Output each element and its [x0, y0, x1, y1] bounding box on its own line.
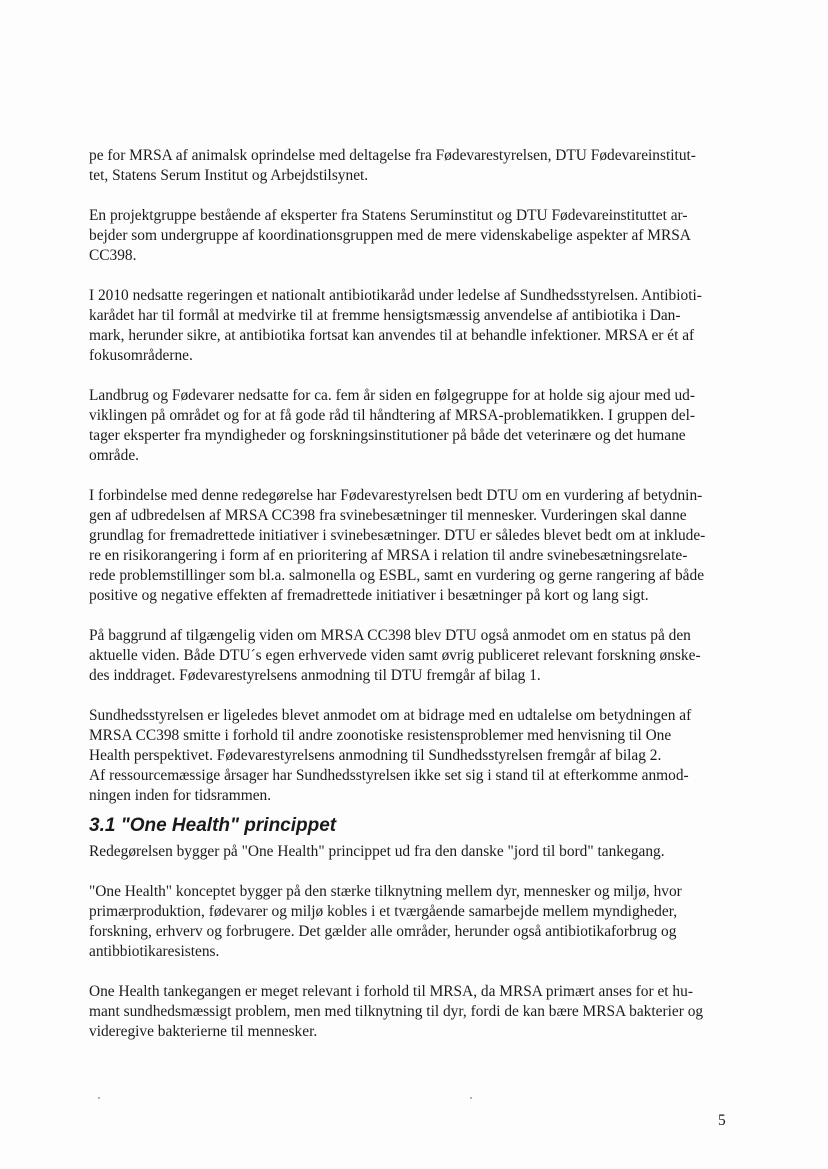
- text-line: bejder som undergruppe af koordinationsgruppen med de mere videnskabelige aspekter af MRSA: [89, 227, 691, 244]
- scan-speck: [98, 1097, 100, 1099]
- text-line: re en risikorangering i form af en prioritering af MRSA i relation til andre svinebesætningsrelate-: [89, 547, 688, 564]
- text-line: mant sundhedsmæssigt problem, men med tilknytning til dyr, fordi de kan bære MRSA bakterier og: [89, 1003, 704, 1020]
- scan-speck: [470, 1097, 472, 1099]
- text-line: CC398.: [89, 247, 137, 264]
- text-line: tet, Statens Serum Institut og Arbejdstilsynet.: [89, 167, 369, 184]
- text-line: Redegørelsen bygger på "One Health" princippet ud fra den danske "jord til bord" tankegang.: [89, 843, 665, 860]
- text-line: karådet har til formål at medvirke til at fremme hensigtsmæssig anvendelse af antibiotika i Dan-: [89, 307, 681, 324]
- text-line: grundlag for fremadrettede initiativer i svinebesætninger. DTU er således blevet bedt om at inklude-: [89, 527, 706, 544]
- text-line: antibbiotikaresistens.: [89, 943, 220, 960]
- text-line: I forbindelse med denne redegørelse har Fødevarestyrelsen bedt DTU om en vurdering af betydnin-: [89, 487, 703, 504]
- text-line: En projektgruppe bestående af eksperter fra Statens Seruminstitut og DTU Fødevareinstituttet ar-: [89, 207, 688, 224]
- text-line: tager eksperter fra myndigheder og forskningsinstitutioner på både det veterinære og det humane: [89, 427, 686, 444]
- section-paragraph-3: [89, 982, 741, 1042]
- text-line: Sundhedsstyrelsen er ligeledes blevet anmodet om at bidrage med en udtalelse om betydningen af: [89, 707, 692, 724]
- text-line: videregive bakterierne til mennesker.: [89, 1023, 318, 1040]
- text-line: I 2010 nedsatte regeringen et nationalt antibiotikaråd under ledelse af Sundhedsstyrelsen. Antibioti-: [89, 287, 702, 304]
- text-line: område.: [89, 447, 139, 464]
- document-body: [89, 146, 741, 1062]
- text-line: One Health tankegangen er meget relevant i forhold til MRSA, da MRSA primært anses for et hu-: [89, 983, 693, 1000]
- text-line: "One Health" konceptet bygger på den stærke tilknytning mellem dyr, mennesker og miljø, hvor: [89, 883, 682, 900]
- text-line: gen af udbredelsen af MRSA CC398 fra svinebesætninger til mennesker. Vurderingen skal danne: [89, 507, 687, 524]
- text-line: aktuelle viden. Både DTU´s egen erhvervede viden samt øvrig publiceret relevant forskning ønske-: [89, 647, 701, 664]
- paragraph-7: [89, 706, 741, 806]
- text-line: ningen inden for tidsrammen.: [89, 787, 272, 804]
- text-line: Landbrug og Fødevarer nedsatte for ca. fem år siden en følgegruppe for at holde sig ajour med ud-: [89, 387, 696, 404]
- text-line: MRSA CC398 smitte i forhold til andre zoonotiske resistensproblemer med henvisning til One: [89, 727, 672, 744]
- paragraph-3: [89, 286, 741, 366]
- text-line: pe for MRSA af animalsk oprindelse med deltagelse fra Fødevarestyrelsen, DTU Fødevareinstitut-: [89, 147, 696, 164]
- paragraph-6: [89, 626, 741, 686]
- text-line: mark, herunder sikre, at antibiotika fortsat kan anvendes til at behandle infektioner. MRSA er ét af: [89, 327, 695, 344]
- paragraph-5: [89, 486, 741, 606]
- section-heading: 3.1 "One Health" princippet: [89, 815, 337, 836]
- text-line: positive og negative effekten af fremadrettede initiativer i besætninger på kort og lang sigt.: [89, 587, 649, 604]
- text-line: Af ressourcemæssige årsager har Sundhedsstyrelsen ikke set sig i stand til at efterkomme anmod-: [89, 767, 689, 784]
- paragraph-1: [89, 146, 741, 186]
- paragraph-4: [89, 386, 741, 466]
- section-paragraph-2: [89, 882, 741, 962]
- text-line: rede problemstillinger som bl.a. salmonella og ESBL, samt en vurdering og gerne rangering af både: [89, 567, 705, 584]
- text-line: På baggrund af tilgængelig viden om MRSA CC398 blev DTU også anmodet om en status på den: [89, 627, 691, 644]
- paragraph-2: [89, 206, 741, 266]
- section-paragraph-1: [89, 842, 741, 862]
- text-line: des inddraget. Fødevarestyrelsens anmodning til DTU fremgår af bilag 1.: [89, 667, 541, 684]
- text-line: viklingen på området og for at få gode råd til håndtering af MRSA-problematikken. I gruppen del-: [89, 407, 696, 424]
- page-number: 5: [718, 1112, 726, 1129]
- text-line: forskning, erhverv og forbrugere. Det gælder alle områder, herunder også antibiotikaforbrug og: [89, 923, 677, 940]
- text-line: primærproduktion, fødevarer og miljø kobles i et tværgående samarbejde mellem myndigheder,: [89, 903, 678, 920]
- text-line: Health perspektivet. Fødevarestyrelsens anmodning til Sundhedsstyrelsen fremgår af bilag 2.: [89, 747, 662, 764]
- text-line: fokusområderne.: [89, 347, 193, 364]
